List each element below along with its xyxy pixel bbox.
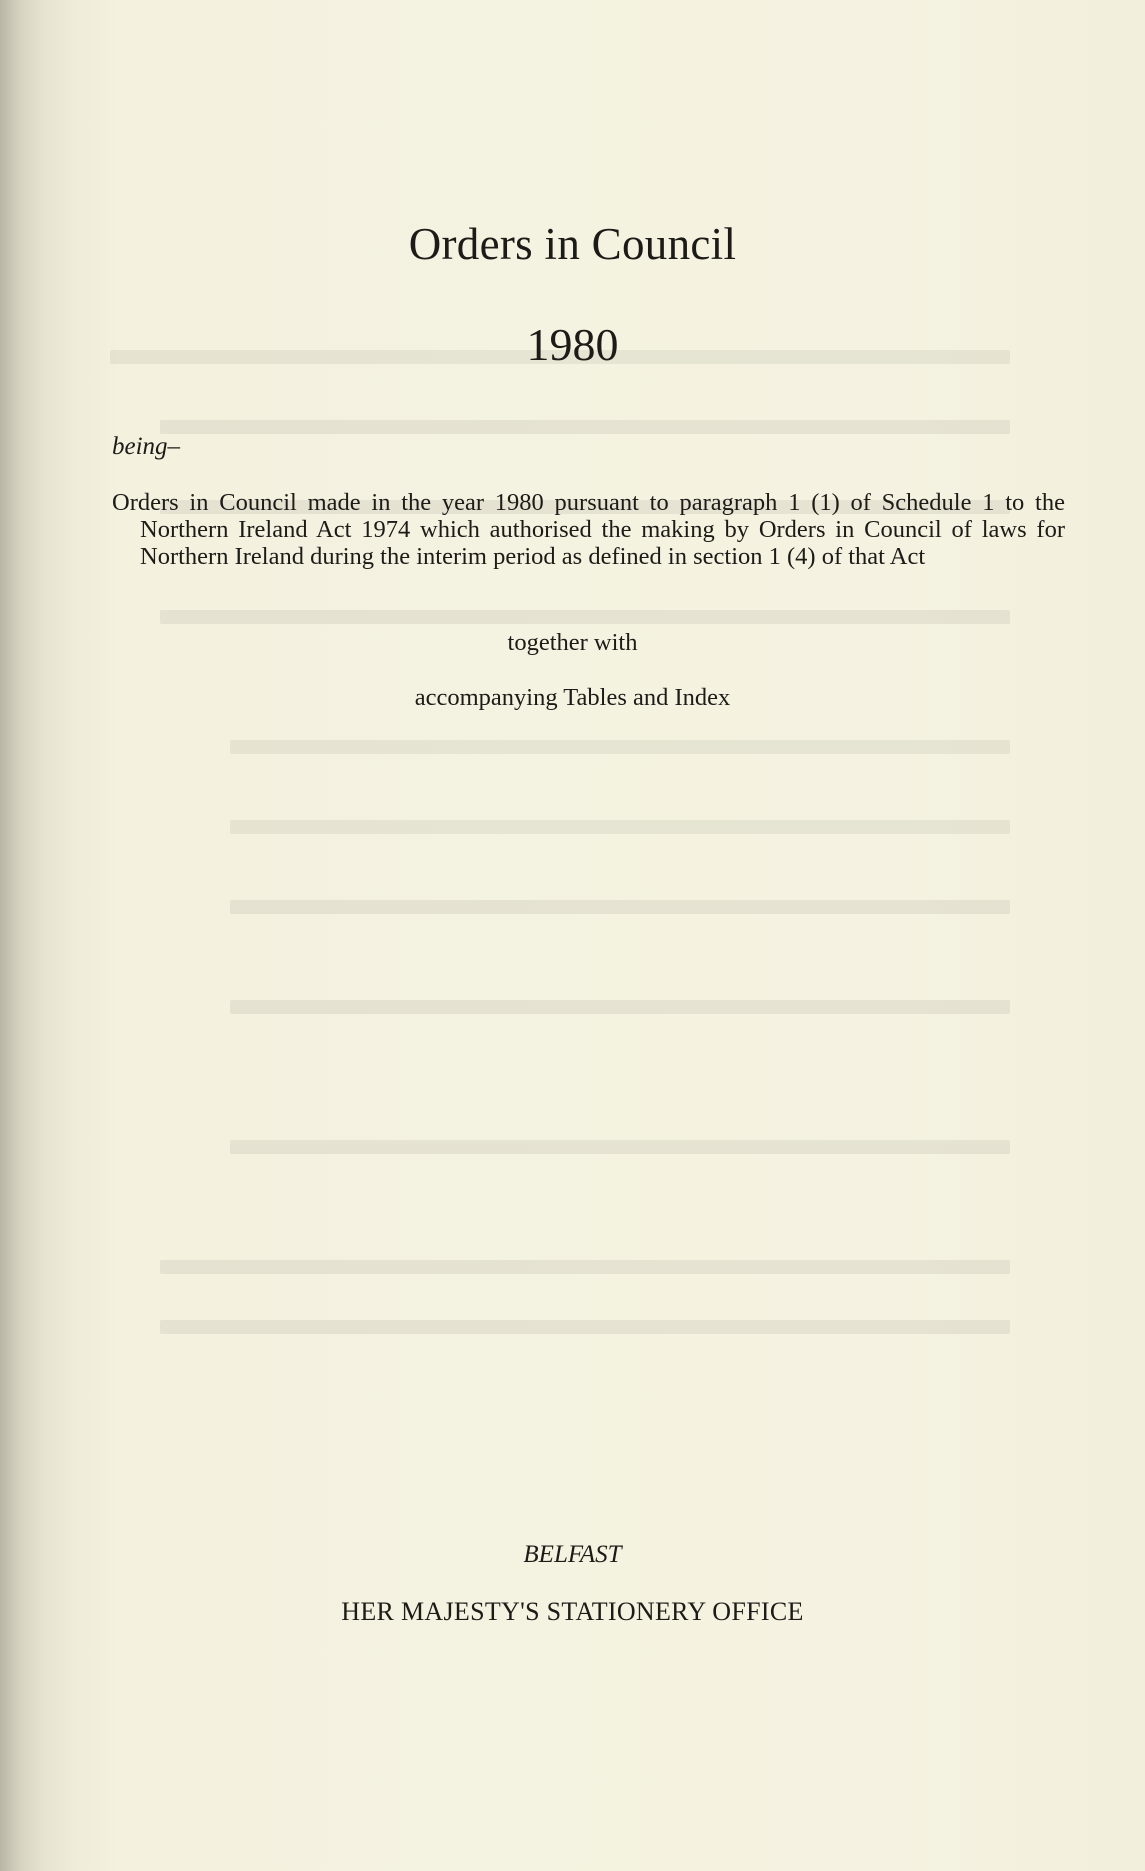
- document-description: Orders in Council made in the year 1980 pursuant to paragraph 1 (1) of Schedule 1 to the Northern Ireland Act 1974 which authorised the making by Orders in Council of laws for Northern Ireland during the interim period as defined in section 1 (4) of that Act: [112, 489, 1065, 570]
- being-label: being–: [112, 433, 181, 460]
- document-year: 1980: [526, 319, 619, 370]
- show-through-texture: [110, 260, 1040, 1720]
- document-title: Orders in Council: [408, 219, 737, 269]
- publication-place: BELFAST: [523, 1541, 622, 1568]
- together-with-label: together with: [507, 629, 638, 656]
- accompanying-label: accompanying Tables and Index: [414, 684, 731, 711]
- publisher-name: HER MAJESTY'S STATIONERY OFFICE: [341, 1597, 804, 1626]
